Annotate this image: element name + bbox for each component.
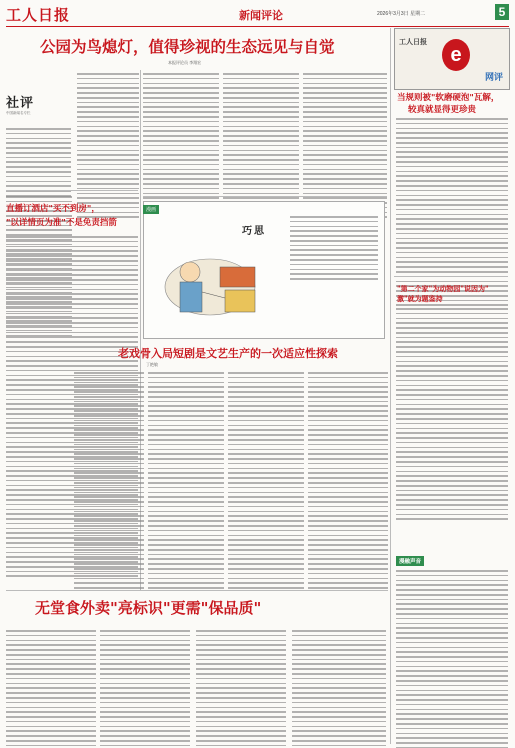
right-body-3 [396,570,508,748]
wangping-banner [394,28,510,90]
masthead [6,4,509,27]
lead-body-col3 [143,73,219,221]
section-title: 新闻评论 [239,10,283,22]
page-number: 5 [495,4,509,20]
column-divider [390,28,391,744]
feature-body-col4 [308,372,388,592]
comic-block [143,201,385,339]
lead-body-col4 [223,73,299,221]
bottom-body-col2 [100,630,190,748]
right-headline-1: 当规则被"软磨硬泡"瓦解， [397,93,500,103]
lead-byline: 本报评论员 李翔宏 [168,60,202,65]
wangping-label: 网评 [484,72,503,82]
left-story-headline-2: "以详情页为准"不是免责挡箭 [6,218,117,228]
lead-body-col5 [303,73,387,221]
paper-logo: 工人日报 [6,6,71,24]
right-body-2 [396,308,508,523]
feature-body-col2 [148,372,224,592]
comic-tag: 漫画 [143,205,159,214]
right-body-1 [396,118,508,309]
shepin-sublabel: 中国新闻名专栏 [6,111,31,115]
date-line: 2026年3月3日 星期二 [377,11,426,17]
bottom-headline: 无堂食外卖"亮标识"更需"保品质" [35,599,262,617]
section-divider [143,196,387,197]
bottom-body-col4 [292,630,386,748]
e-logo-icon: e [442,39,470,71]
shepin-label: 社评 [6,96,35,111]
shepin-column-label [6,92,48,116]
section-divider [6,190,138,191]
comic-caption [290,216,378,283]
right-mid-headline-1: "第二个家"为动物园"说因为" [397,284,489,293]
comic-illustration [150,232,280,332]
section-divider [394,276,508,277]
feature-body-col1 [74,372,144,592]
bottom-body-col1 [6,630,96,748]
feature-byline: 丁艳敏 [146,362,158,367]
feature-headline: 老戏骨入局短剧是文艺生产的一次适应性探索 [118,347,338,360]
lead-headline: 公园为鸟熄灯，值得珍视的生态远见与自觉 [40,37,335,56]
shepin-summary [6,128,71,200]
right-wordmark: 工人日报 [399,37,427,46]
comic-title: 巧思 [242,226,266,237]
bottom-body-col3 [196,630,286,748]
left-story-headline-1: 直播订酒店"买不到房"， [6,204,100,214]
lead-body-col2 [77,73,139,221]
right-section-badge: 漫融声音 [396,556,424,566]
right-headline-2: 较真就显得更珍贵 [408,105,477,115]
feature-body-col3 [228,372,304,592]
right-mid-headline-2: 激"就为题鉴持 [397,294,443,303]
